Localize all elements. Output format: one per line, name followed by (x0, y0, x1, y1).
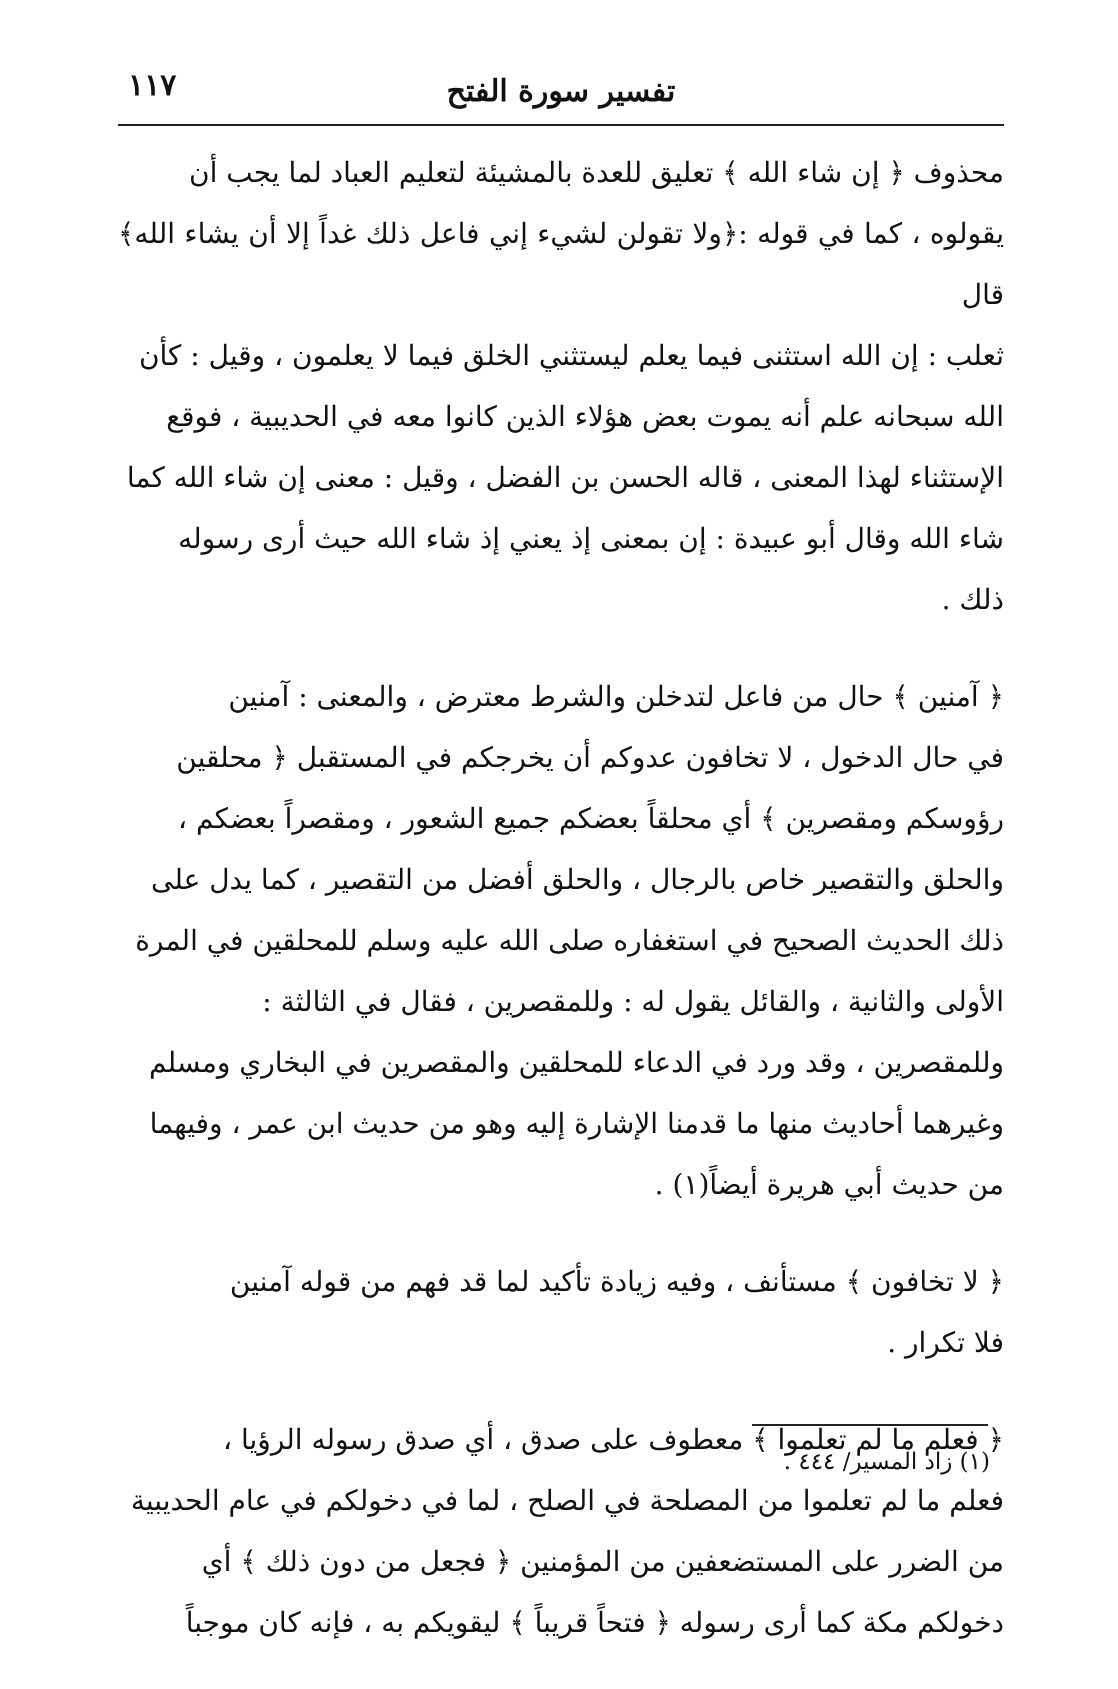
text-line: ذلك الحديث الصحيح في استغفاره صلى الله عليه وسلم للمحلقين في المرة (135, 924, 1004, 957)
text-line: رؤوسكم ومقصرين ﴾ أي محلقاً بعضكم جميع الشعور ، ومقصراً بعضكم ، (178, 802, 1004, 835)
text-line: فلا تكرار . (887, 1326, 1004, 1359)
text-line: وللمقصرين ، وقد ورد في الدعاء للمحلقين والمقصرين في البخاري ومسلم (148, 1046, 1004, 1079)
text-line: شاء الله وقال أبو عبيدة : إن بمعنى إذ يعني إذ شاء الله حيث أرى رسوله (178, 522, 1004, 555)
header-divider (118, 124, 1004, 126)
footnote: (١) زاد المسير/ ٤٤٤ . (783, 1449, 990, 1475)
text-line: ﴿ فعلم ما لم تعلموا ﴾ معطوف على صدق ، أي صدق رسوله الرؤيا ، (223, 1423, 1004, 1456)
text-line: الأولى والثانية ، والقائل يقول له : وللمقصرين ، فقال في الثالثة : (262, 985, 1004, 1018)
paragraph-1 (118, 142, 1004, 630)
paragraph-3 (118, 1251, 1004, 1373)
text-line: من حديث أبي هريرة أيضاً(١) . (654, 1168, 1004, 1201)
page-header (118, 60, 1004, 122)
text-line: من الضرر على المستضعفين من المؤمنين ﴿ فجعل من دون ذلك ﴾ أي (201, 1545, 1004, 1578)
running-title: تفسير سورة الفتح (446, 74, 676, 109)
text-line: الإستثناء لهذا المعنى ، قاله الحسن بن الفضل ، وقيل : معنى إن شاء الله كما (126, 461, 1004, 494)
text-line: محذوف ﴿ إن شاء الله ﴾ تعليق للعدة بالمشيئة لتعليم العباد لما يجب أن (189, 156, 1004, 189)
footnote-divider (752, 1424, 988, 1426)
text-line: وغيرهما أحاديث منها ما قدمنا الإشارة إليه وهو من حديث ابن عمر ، وفيهما (149, 1107, 1004, 1140)
text-line: دخولكم مكة كما أرى رسوله ﴿ فتحاً قريباً ﴾ ليقويكم به ، فإنه كان موجباً (185, 1606, 1004, 1639)
text-line: ذلك . (941, 583, 1004, 616)
text-line: الله سبحانه علم أنه يموت بعض هؤلاء الذين كانوا معه في الحديبية ، فوقع (166, 400, 1004, 433)
text-line: ﴿ لا تخافون ﴾ مستأنف ، وفيه زيادة تأكيد لما قد فهم من قوله آمنين (229, 1265, 1004, 1298)
text-line: في حال الدخول ، لا تخافون عدوكم أن يخرجكم في المستقبل ﴿ محلقين (176, 741, 1004, 774)
text-line: فعلم ما لم تعلموا من المصلحة في الصلح ، لما في دخولكم في عام الحديبية (130, 1484, 1004, 1517)
text-line: ثعلب : إن الله استثنى فيما يعلم ليستثني الخلق فيما لا يعلمون ، وقيل : كأن (138, 339, 1004, 372)
page-number: ١١٧ (128, 68, 177, 103)
text-line: ﴿ آمنين ﴾ حال من فاعل لتدخلن والشرط معترض ، والمعنى : آمنين (228, 680, 1004, 713)
text-line: يقولوه ، كما في قوله :﴿ولا تقولن لشيء إني فاعل ذلك غداً إلا أن يشاء الله﴾ قال (118, 217, 1004, 311)
paragraph-2 (118, 666, 1004, 1215)
text-line: والحلق والتقصير خاص بالرجال ، والحلق أفضل من التقصير ، كما يدل على (150, 863, 1004, 896)
